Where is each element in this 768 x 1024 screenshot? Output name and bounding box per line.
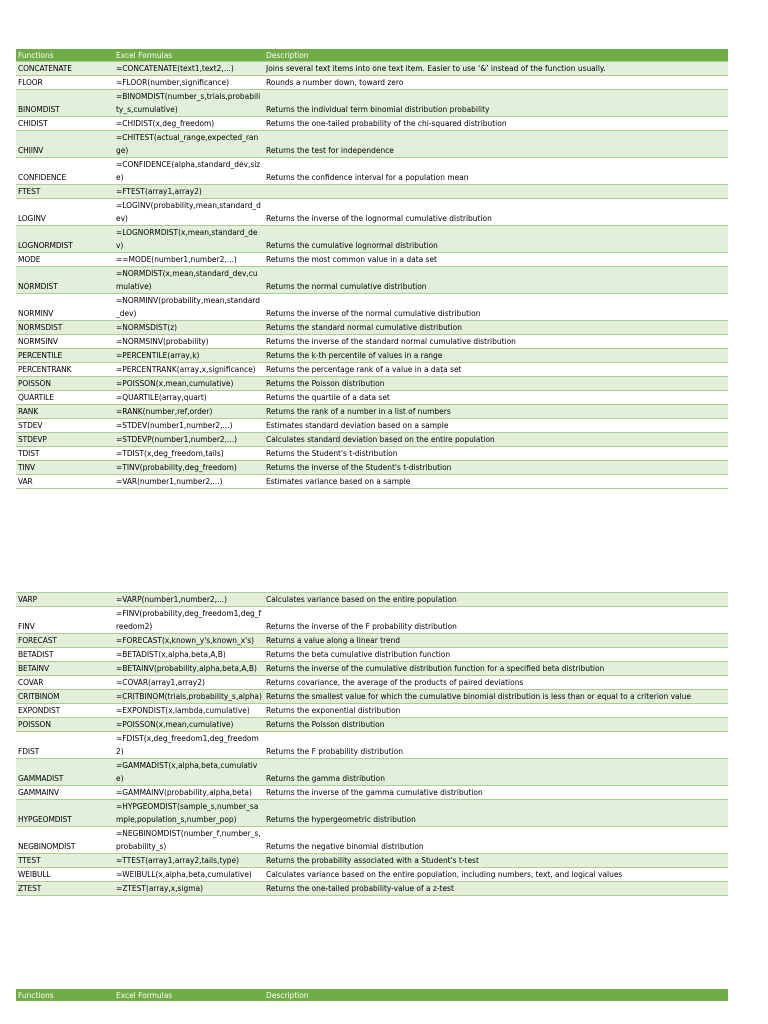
formula-cell: =PERCENTILE(array,k) xyxy=(114,349,264,363)
formula-cell: =TTEST(array1,array2,tails,type) xyxy=(114,854,264,868)
table-row xyxy=(16,607,728,634)
function-name-cell: POISSON xyxy=(16,377,114,391)
formula-cell: =BINOMDIST(number_s,trials,probability_s,cumulative) xyxy=(114,90,264,117)
function-name-cell: STDEVP xyxy=(16,433,114,447)
description-cell: Returns the Poisson distribution xyxy=(264,718,728,732)
description-cell: Returns the one-tailed probability-value of a z-test xyxy=(264,882,728,896)
description-cell: Joins several text items into one text item. Easier to use ‘&’ instead of the function usually. xyxy=(264,62,728,76)
formula-cell: =POISSON(x,mean,cumulative) xyxy=(114,377,264,391)
description-cell: Returns the k-th percentile of values in a range xyxy=(264,349,728,363)
table-row xyxy=(16,253,728,267)
formula-cell: =FTEST(array1,array2) xyxy=(114,185,264,199)
formula-cell: =CHIDIST(x,deg_freedom) xyxy=(114,117,264,131)
description-cell: Calculates variance based on the entire population, including numbers, text, and logical values xyxy=(264,868,728,882)
function-name-cell: COVAR xyxy=(16,676,114,690)
formula-cell: =CRITBINOM(trials,probability_s,alpha) xyxy=(114,690,264,704)
description-cell: Returns the rank of a number in a list of numbers xyxy=(264,405,728,419)
function-name-cell: ZTEST xyxy=(16,882,114,896)
description-cell: Returns the Student's t-distribution xyxy=(264,447,728,461)
table-row xyxy=(16,662,728,676)
table-row xyxy=(16,405,728,419)
table-row xyxy=(16,76,728,90)
function-name-cell: NORMSINV xyxy=(16,335,114,349)
function-name-cell: LOGINV xyxy=(16,199,114,226)
description-cell: Calculates variance based on the entire population xyxy=(264,593,728,607)
table-row xyxy=(16,363,728,377)
table-row xyxy=(16,634,728,648)
function-name-cell: RANK xyxy=(16,405,114,419)
description-cell: Returns the exponential distribution xyxy=(264,704,728,718)
table-1-body xyxy=(16,62,728,489)
table-row xyxy=(16,882,728,896)
description-cell: Returns the inverse of the lognormal cumulative distribution xyxy=(264,199,728,226)
table-row xyxy=(16,732,728,759)
formula-cell: =TINV(probability,deg_freedom) xyxy=(114,461,264,475)
function-name-cell: FLOOR xyxy=(16,76,114,90)
formula-cell: =VAR(number1,number2,...) xyxy=(114,475,264,489)
function-name-cell: TINV xyxy=(16,461,114,475)
description-column-header: Description xyxy=(264,989,728,1001)
function-name-cell: FTEST xyxy=(16,185,114,199)
formula-cell: =CHITEST(actual_range,expected_range) xyxy=(114,131,264,158)
table-row xyxy=(16,185,728,199)
formula-cell: =RANK(number,ref,order) xyxy=(114,405,264,419)
table-row xyxy=(16,718,728,732)
description-cell: Returns the standard normal cumulative distribution xyxy=(264,321,728,335)
description-cell: Returns covariance, the average of the products of paired deviations xyxy=(264,676,728,690)
table-row xyxy=(16,117,728,131)
function-name-cell: BETAINV xyxy=(16,662,114,676)
formula-cell: =FLOOR(number,significance) xyxy=(114,76,264,90)
formula-cell: =CONFIDENCE(alpha,standard_dev,size) xyxy=(114,158,264,185)
table-row xyxy=(16,419,728,433)
description-cell: Returns the negative binomial distribution xyxy=(264,827,728,854)
table-row xyxy=(16,433,728,447)
formula-cell: =NORMSINV(probability) xyxy=(114,335,264,349)
description-cell: Returns the Poisson distribution xyxy=(264,377,728,391)
function-name-cell: BETADIST xyxy=(16,648,114,662)
formula-cell: =PERCENTRANK(array,x,significance) xyxy=(114,363,264,377)
description-cell: Returns the percentage rank of a value in a data set xyxy=(264,363,728,377)
table-row xyxy=(16,321,728,335)
formula-cell: =CONCATENATE(text1,text2,...) xyxy=(114,62,264,76)
table-row xyxy=(16,800,728,827)
header-row xyxy=(16,49,728,62)
functions-table-1 xyxy=(16,49,728,489)
table-row xyxy=(16,690,728,704)
formulas-column-header: Excel Formulas xyxy=(114,989,264,1001)
function-name-cell: TDIST xyxy=(16,447,114,461)
table-row xyxy=(16,854,728,868)
formula-cell: =BETAINV(probability,alpha,beta,A,B) xyxy=(114,662,264,676)
description-cell: Returns the inverse of the gamma cumulative distribution xyxy=(264,786,728,800)
table-row xyxy=(16,704,728,718)
formula-cell: =POISSON(x,mean,cumulative) xyxy=(114,718,264,732)
function-name-cell: TTEST xyxy=(16,854,114,868)
formulas-column-header: Excel Formulas xyxy=(114,49,264,62)
function-name-cell: GAMMADIST xyxy=(16,759,114,786)
table-row xyxy=(16,131,728,158)
function-name-cell: NEGBINOMDIST xyxy=(16,827,114,854)
function-name-cell: EXPONDIST xyxy=(16,704,114,718)
formula-cell: =EXPONDIST(x,lambda,cumulative) xyxy=(114,704,264,718)
formula-cell: =FDIST(x,deg_freedom1,deg_freedom2) xyxy=(114,732,264,759)
description-cell: Returns the individual term binomial distribution probability xyxy=(264,90,728,117)
table-row xyxy=(16,294,728,321)
formula-cell: =LOGINV(probability,mean,standard_dev) xyxy=(114,199,264,226)
table-2-body xyxy=(16,593,728,896)
description-cell: Returns the gamma distribution xyxy=(264,759,728,786)
function-name-cell: NORMINV xyxy=(16,294,114,321)
function-name-cell: GAMMAINV xyxy=(16,786,114,800)
table-row xyxy=(16,475,728,489)
description-cell: Returns the inverse of the Student's t-distribution xyxy=(264,461,728,475)
description-cell: Returns the test for independence xyxy=(264,131,728,158)
function-name-cell: CHIINV xyxy=(16,131,114,158)
description-column-header: Description xyxy=(264,49,728,62)
formula-cell: =BETADIST(x,alpha,beta,A,B) xyxy=(114,648,264,662)
function-name-cell: BINOMDIST xyxy=(16,90,114,117)
description-cell: Returns the inverse of the cumulative distribution function for a specified beta distribution xyxy=(264,662,728,676)
function-name-cell: PERCENTILE xyxy=(16,349,114,363)
formula-cell: =STDEV(number1,number2,...) xyxy=(114,419,264,433)
table-row xyxy=(16,267,728,294)
formula-cell: =STDEVP(number1,number2,...) xyxy=(114,433,264,447)
description-cell: Returns the most common value in a data set xyxy=(264,253,728,267)
table-row xyxy=(16,759,728,786)
header-row xyxy=(16,989,728,1001)
formula-cell: =NORMSDIST(z) xyxy=(114,321,264,335)
description-cell: Returns the quartile of a data set xyxy=(264,391,728,405)
formula-cell: =NORMINV(probability,mean,standard_dev) xyxy=(114,294,264,321)
functions-table-3 xyxy=(16,989,728,1001)
formula-cell: =COVAR(array1,array2) xyxy=(114,676,264,690)
functions-table-2 xyxy=(16,592,728,896)
description-cell: Returns the normal cumulative distribution xyxy=(264,267,728,294)
table-row xyxy=(16,447,728,461)
function-name-cell: QUARTILE xyxy=(16,391,114,405)
formula-cell: ==MODE(number1,number2,...) xyxy=(114,253,264,267)
formula-cell: =NEGBINOMDIST(number_f,number_s,probability_s) xyxy=(114,827,264,854)
function-name-cell: NORMSDIST xyxy=(16,321,114,335)
formula-cell: =TDIST(x,deg_freedom,tails) xyxy=(114,447,264,461)
description-cell: Returns the hypergeometric distribution xyxy=(264,800,728,827)
description-cell: Returns the one-tailed probability of the chi-squared distribution xyxy=(264,117,728,131)
description-cell: Estimates variance based on a sample xyxy=(264,475,728,489)
table-row xyxy=(16,391,728,405)
function-name-cell: FINV xyxy=(16,607,114,634)
function-name-cell: HYPGEOMDIST xyxy=(16,800,114,827)
table-row xyxy=(16,226,728,253)
function-name-cell: MODE xyxy=(16,253,114,267)
table-row xyxy=(16,199,728,226)
description-cell: Returns the F probability distribution xyxy=(264,732,728,759)
formula-cell: =FORECAST(x,known_y's,known_x's) xyxy=(114,634,264,648)
formula-cell: =ZTEST(array,x,sigma) xyxy=(114,882,264,896)
table-row xyxy=(16,461,728,475)
table-row xyxy=(16,593,728,607)
formula-cell: =VARP(number1,number2,...) xyxy=(114,593,264,607)
function-name-cell: CONFIDENCE xyxy=(16,158,114,185)
description-cell: Returns the inverse of the F probability distribution xyxy=(264,607,728,634)
table-row xyxy=(16,786,728,800)
function-name-cell: NORMDIST xyxy=(16,267,114,294)
function-name-cell: CRITBINOM xyxy=(16,690,114,704)
table-row xyxy=(16,648,728,662)
description-cell: Returns the inverse of the standard normal cumulative distribution xyxy=(264,335,728,349)
functions-column-header: Functions xyxy=(16,989,114,1001)
description-cell: Returns the smallest value for which the cumulative binomial distribution is less than or equal to a criterion value xyxy=(264,690,728,704)
function-name-cell: POISSON xyxy=(16,718,114,732)
formula-cell: =NORMDIST(x,mean,standard_dev,cumulative) xyxy=(114,267,264,294)
formula-cell: =GAMMADIST(x,alpha,beta,cumulative) xyxy=(114,759,264,786)
function-name-cell: FORECAST xyxy=(16,634,114,648)
function-name-cell: CONCATENATE xyxy=(16,62,114,76)
formula-cell: =FINV(probability,deg_freedom1,deg_freedom2) xyxy=(114,607,264,634)
description-cell: Returns the probability associated with a Student's t-test xyxy=(264,854,728,868)
function-name-cell: WEIBULL xyxy=(16,868,114,882)
function-name-cell: VAR xyxy=(16,475,114,489)
formula-cell: =QUARTILE(array,quart) xyxy=(114,391,264,405)
function-name-cell: FDIST xyxy=(16,732,114,759)
description-cell: Returns the inverse of the normal cumulative distribution xyxy=(264,294,728,321)
table-row xyxy=(16,827,728,854)
description-cell: Returns a value along a linear trend xyxy=(264,634,728,648)
function-name-cell: STDEV xyxy=(16,419,114,433)
description-cell: Rounds a number down, toward zero xyxy=(264,76,728,90)
function-name-cell: VARP xyxy=(16,593,114,607)
formula-cell: =WEIBULL(x,alpha,beta,cumulative) xyxy=(114,868,264,882)
description-cell: Returns the cumulative lognormal distribution xyxy=(264,226,728,253)
formula-cell: =GAMMAINV(probability,alpha,beta) xyxy=(114,786,264,800)
functions-column-header: Functions xyxy=(16,49,114,62)
table-row xyxy=(16,868,728,882)
table-row xyxy=(16,62,728,76)
table-row xyxy=(16,90,728,117)
function-name-cell: CHIDIST xyxy=(16,117,114,131)
table-row xyxy=(16,377,728,391)
table-row xyxy=(16,349,728,363)
formula-cell: =LOGNORMDIST(x,mean,standard_dev) xyxy=(114,226,264,253)
description-cell: Calculates standard deviation based on the entire population xyxy=(264,433,728,447)
function-name-cell: LOGNORMDIST xyxy=(16,226,114,253)
table-row xyxy=(16,335,728,349)
description-cell: Estimates standard deviation based on a sample xyxy=(264,419,728,433)
formula-cell: =HYPGEOMDIST(sample_s,number_sample,population_s,number_pop) xyxy=(114,800,264,827)
description-cell xyxy=(264,185,728,199)
table-row xyxy=(16,676,728,690)
function-name-cell: PERCENTRANK xyxy=(16,363,114,377)
description-cell: Returns the beta cumulative distribution function xyxy=(264,648,728,662)
table-row xyxy=(16,158,728,185)
description-cell: Returns the confidence interval for a population mean xyxy=(264,158,728,185)
